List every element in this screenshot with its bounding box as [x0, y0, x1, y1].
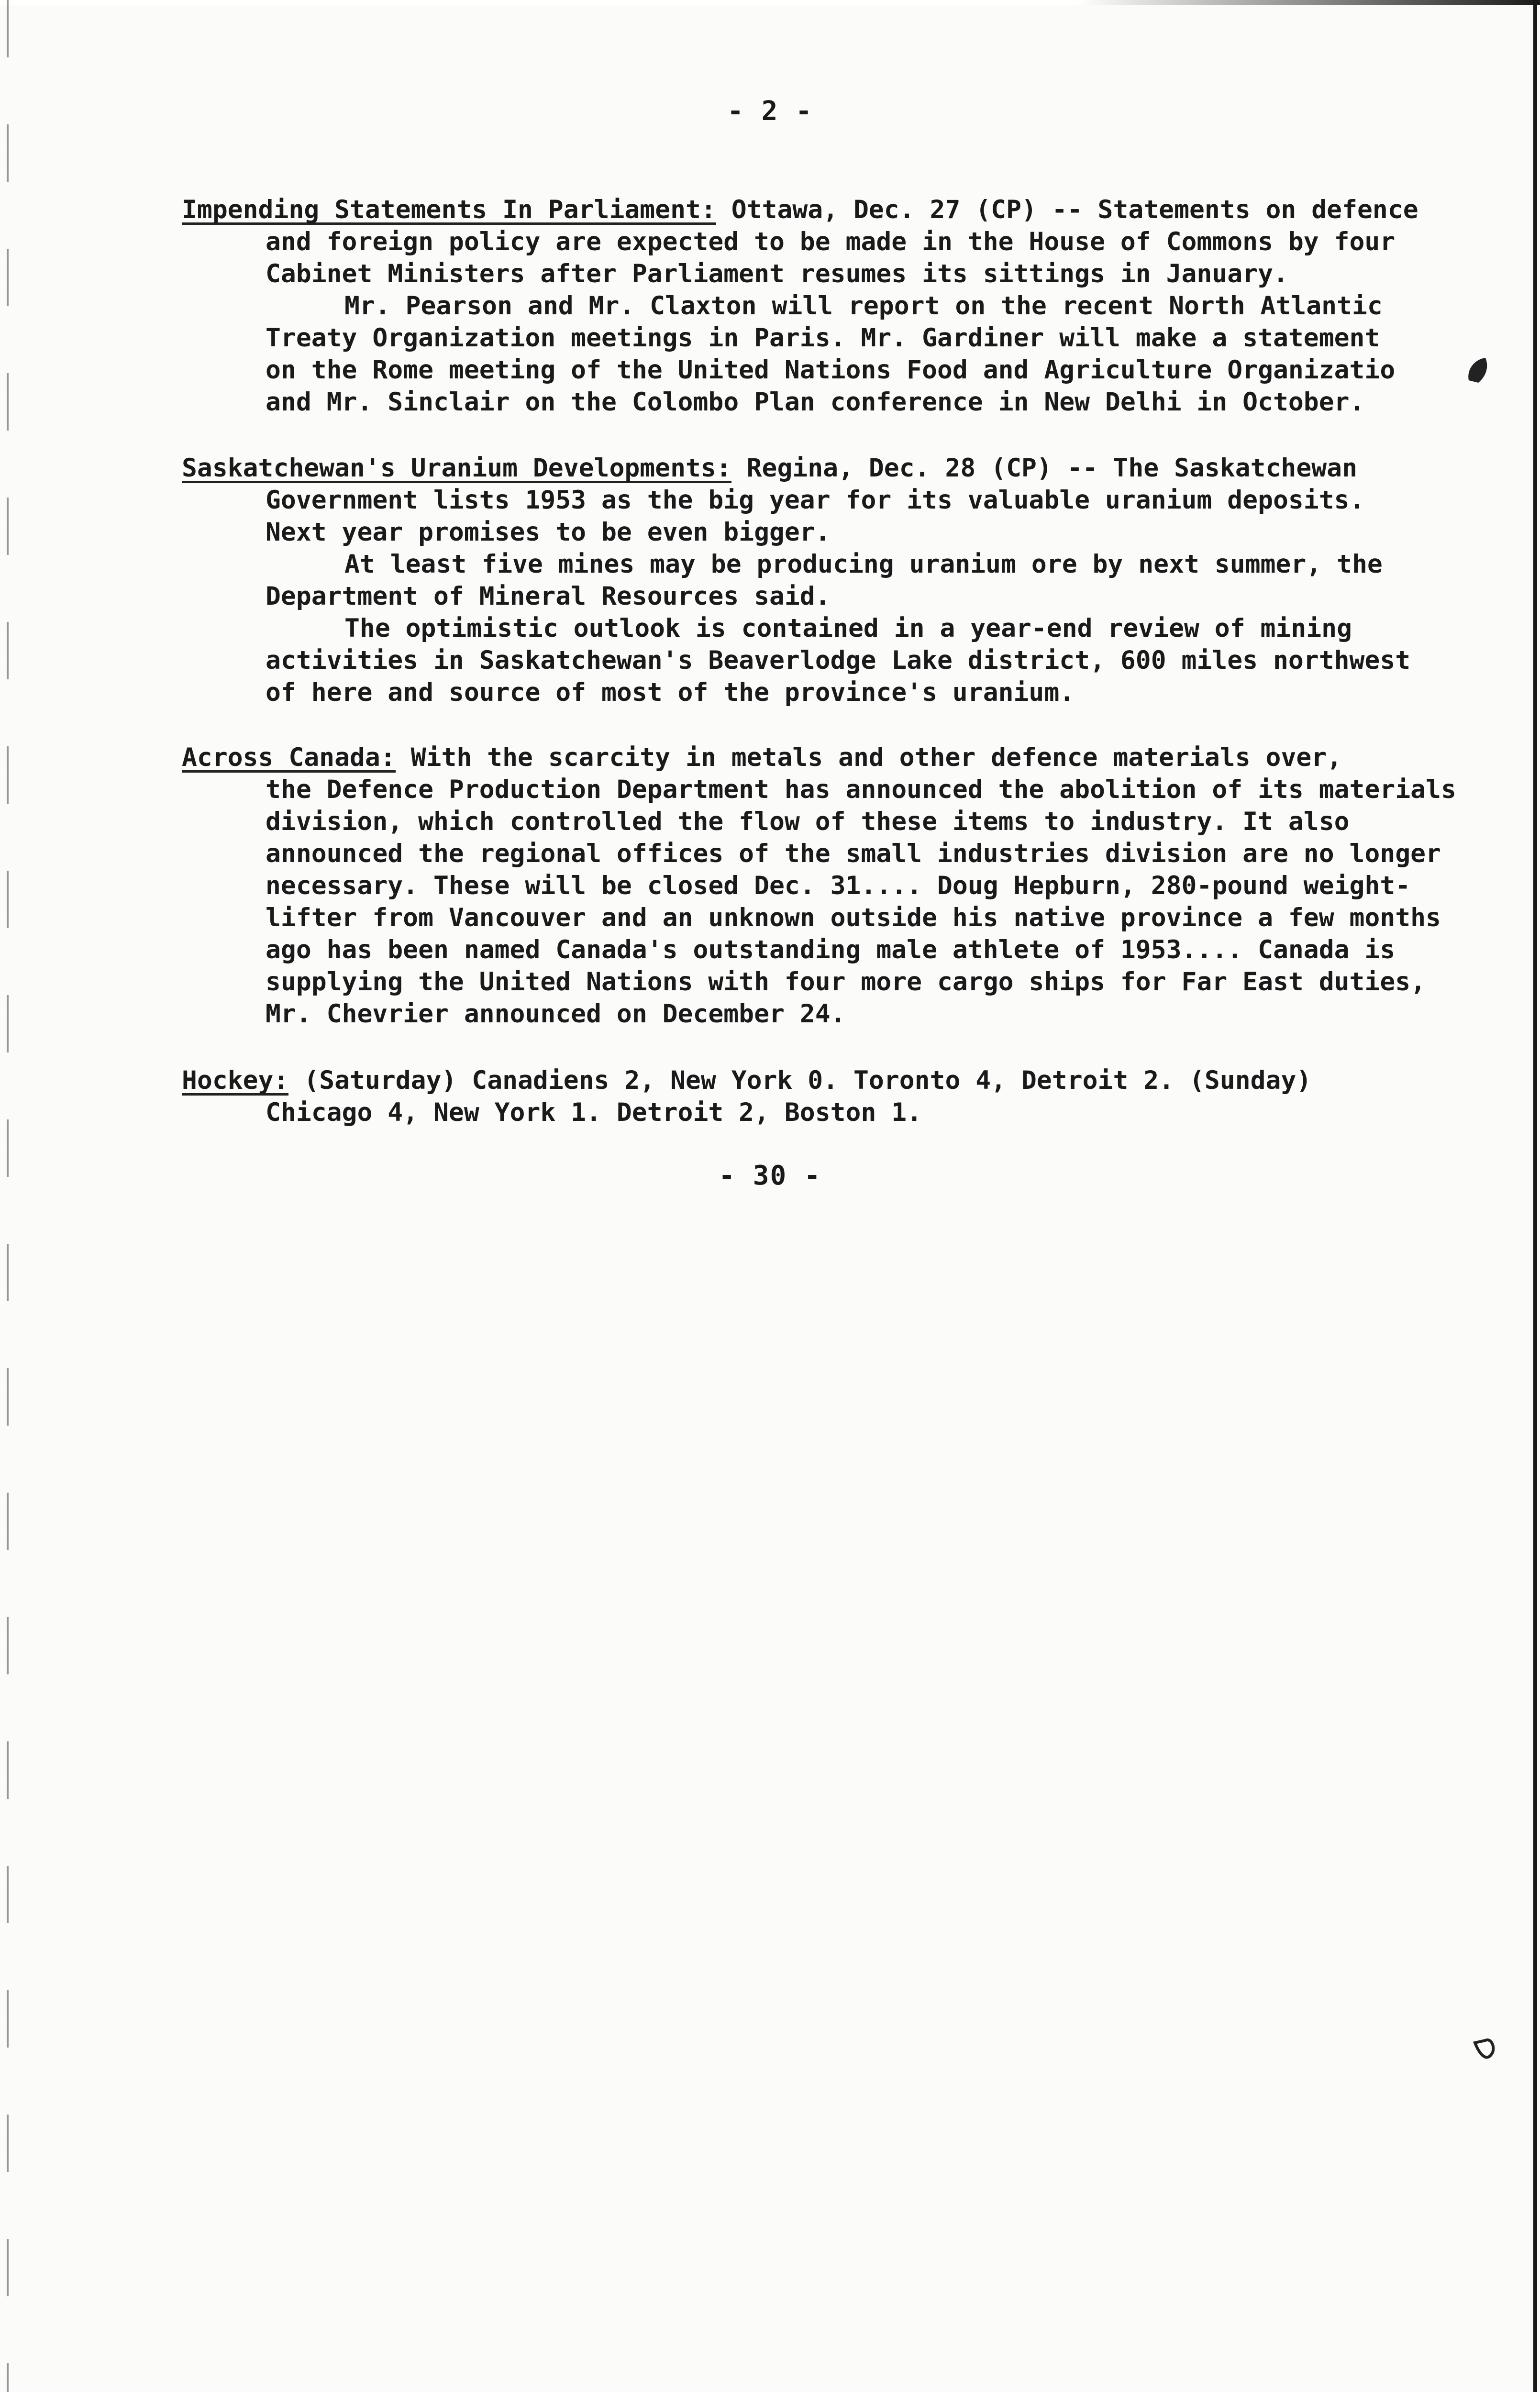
- text-line: Department of Mineral Resources said.: [266, 582, 831, 611]
- section-first-line: [182, 194, 1502, 226]
- section-lead-text: Ottawa, Dec. 27 (CP) -- Statements on defence: [716, 195, 1418, 224]
- text-line: Mr. Pearson and Mr. Claxton will report on the recent North Atlantic: [344, 291, 1383, 321]
- text-line: ago has been named Canada's outstanding male athlete of 1953.... Canada is: [266, 935, 1396, 964]
- section-hockey: [182, 1064, 1502, 1129]
- punch-mark-icon: [1471, 2033, 1500, 2067]
- end-marker: - 30 -: [719, 1160, 821, 1191]
- text-line: Mr. Chevrier announced on December 24.: [266, 999, 846, 1029]
- text-line: the Defence Production Department has announced the abolition of its materials: [266, 775, 1456, 804]
- section-across-canada: [182, 742, 1502, 1030]
- text-line: on the Rome meeting of the United Nations Food and Agriculture Organizatio: [266, 355, 1396, 385]
- section-heading: Impending Statements In Parliament:: [182, 195, 716, 224]
- text-line: Chicago 4, New York 1. Detroit 2, Boston 1.: [266, 1098, 922, 1127]
- text-line: Cabinet Ministers after Parliament resumes its sittings in January.: [266, 259, 1288, 288]
- section-impending-statements: [182, 194, 1502, 418]
- scan-edge-right: [1533, 0, 1537, 2392]
- text-line: activities in Saskatchewan's Beaverlodge Lake district, 600 miles northwest: [266, 646, 1411, 675]
- text-line: and Mr. Sinclair on the Colombo Plan conference in New Delhi in October.: [266, 388, 1365, 417]
- text-line: lifter from Vancouver and an unknown outside his native province a few months: [266, 903, 1441, 932]
- text-line: supplying the United Nations with four more cargo ships for Far East duties,: [266, 967, 1426, 997]
- text-line: Treaty Organization meetings in Paris. Mr. Gardiner will make a statement: [266, 323, 1380, 353]
- section-first-line: [182, 452, 1502, 484]
- text-line: of here and source of most of the province's uranium.: [266, 678, 1075, 707]
- text-line: necessary. These will be closed Dec. 31.... Doug Hepburn, 280-pound weight-: [266, 871, 1411, 900]
- scan-edge-left: [7, 0, 9, 2392]
- punch-mark-icon: [1464, 354, 1493, 388]
- text-line: division, which controlled the flow of these items to industry. It also: [266, 807, 1350, 836]
- section-first-line: [182, 1064, 1502, 1096]
- section-first-line: [182, 742, 1502, 774]
- text-line: The optimistic outlook is contained in a year-end review of mining: [344, 614, 1352, 643]
- section-heading: Saskatchewan's Uranium Developments:: [182, 454, 731, 483]
- section-uranium-developments: [182, 452, 1502, 709]
- text-line: Government lists 1953 as the big year for its valuable uranium deposits.: [266, 486, 1365, 515]
- text-line: announced the regional offices of the small industries division are no longer: [266, 839, 1441, 868]
- section-heading: Hockey:: [182, 1066, 289, 1095]
- page-number: - 2 -: [727, 96, 813, 127]
- section-lead-text: (Saturday) Canadiens 2, New York 0. Toronto 4, Detroit 2. (Sunday): [288, 1066, 1312, 1095]
- section-lead-text: Regina, Dec. 28 (CP) -- The Saskatchewan: [731, 454, 1357, 483]
- text-line: At least five mines may be producing uranium ore by next summer, the: [344, 550, 1383, 579]
- text-line: Next year promises to be even bigger.: [266, 518, 831, 547]
- scan-edge-top: [0, 0, 1540, 5]
- section-lead-text: With the scarcity in metals and other defence materials over,: [395, 743, 1342, 772]
- section-heading: Across Canada:: [182, 743, 396, 772]
- text-line: and foreign policy are expected to be made in the House of Commons by four: [266, 227, 1396, 256]
